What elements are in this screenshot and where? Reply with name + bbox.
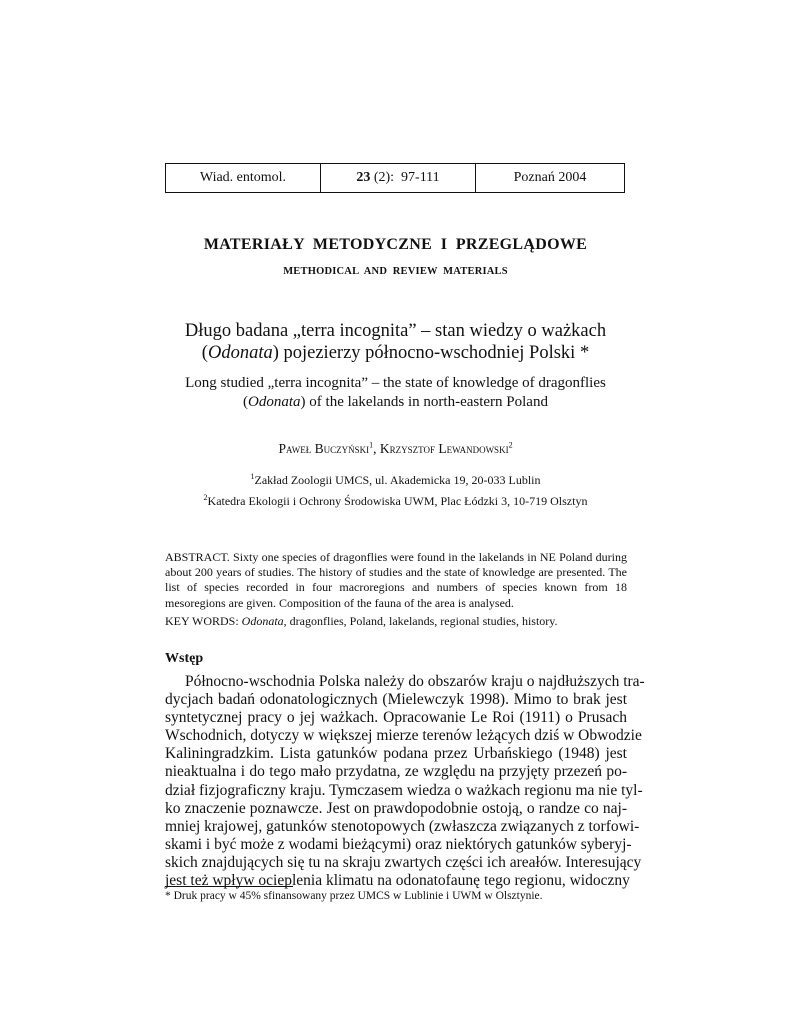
authors: Paweł Buczyński$^1$, Krzysztof Lewandowski$^2$ xyxy=(278,440,513,456)
body-line: jest też wpływ ocieplenia klimatu na odonatofaunę tego regionu, widoczny xyxy=(165,872,630,890)
article-title-english xyxy=(0,374,791,412)
body-line: skich znajdujących się tu na skraju zwartych części ich areałów. Interesujący xyxy=(165,853,642,871)
keywords-label: KEY WORDS: xyxy=(165,614,242,628)
title-pl-line1: Długo badana „terra incognita” – stan wiedzy o ważkach xyxy=(184,321,607,341)
body-line: mniej krajowej, gatunków stenotopowych (zwłaszcza związanych z torfowi- xyxy=(165,817,640,835)
body-line: Północno-wschodnia Polska należy do obszarów kraju o najdłuższych tra- xyxy=(185,673,645,690)
title-en-line2: (Odonata) of the lakelands in north-eastern Poland xyxy=(243,394,548,410)
body-line: syntetycznej pracy o jej ważkach. Opracowanie Le Roi (1911) o Prusach xyxy=(165,709,627,727)
author-2-affil: 2 xyxy=(508,440,513,450)
affiliation-1: $^1$Zakład Zoologii UMCS, ul. Akademicka 19, 20-033 Lublin xyxy=(250,472,541,487)
author-2: Krzysztof Lewandowski xyxy=(379,441,509,456)
section-subtitle: METHODICAL AND REVIEW MATERIALS xyxy=(283,266,508,277)
abstract-text: Sixty one species of dragonflies were found in the lakelands in NE Poland during about 200 years of studies. The history of studies and the state of knowledge are presented. The list of species recorded in four macroregions and numbers of species known from 18 mesoregions are given. Composition of the fauna of the area is analysed. xyxy=(165,550,627,610)
footnote: * Druk pracy w 45% sfinansowany przez UMCS w Lublinie i UWM w Olsztynie. xyxy=(165,890,543,902)
place-year: Poznań 2004 xyxy=(513,170,587,185)
title-pl-line2: (Odonata) pojezierzy północno-wschodniej Polski * xyxy=(201,343,590,363)
issue-pages: (2): 97-111 xyxy=(370,170,440,185)
title-en-line1: Long studied „terra incognita” – the state of knowledge of dragonflies xyxy=(185,375,606,391)
abstract xyxy=(165,550,627,611)
volume-number: 23 xyxy=(356,170,371,185)
journal-name: Wiad. entomol. xyxy=(166,164,321,192)
affiliation-2: $^2$Katedra Ekologii i Ochrony Środowiska UWM, Plac Łódzki 3, 10-719 Olsztyn xyxy=(203,493,588,508)
keywords-taxon: Odonata xyxy=(241,614,284,628)
keywords xyxy=(165,614,627,629)
journal-header-table xyxy=(165,163,625,193)
intro-heading: Wstęp xyxy=(165,651,204,666)
article-title-polish xyxy=(0,320,791,364)
body-line: nieaktualna i do tego mało przydatna, ze względu na przyjęty przezeń po- xyxy=(165,763,627,781)
volume-issue xyxy=(321,164,476,192)
author-1-affil: 1 xyxy=(369,440,374,450)
body-line: Wschodnich, dotyczy w większej mierze terenów leżących dziś w Obwodzie xyxy=(165,727,642,745)
intro-body xyxy=(165,673,645,890)
section-title: MATERIAŁY METODYCZNE I PRZEGLĄDOWE xyxy=(203,236,588,253)
footnote-divider xyxy=(165,886,293,887)
body-line: skami i być może z wodami bieżącymi) oraz niektórych gatunków syberyj- xyxy=(165,835,632,853)
body-line: ko znaczenie poznawcze. Jest on prawdopodobnie ostoją, o randze co naj- xyxy=(165,799,627,817)
keywords-text: , dragonflies, Poland, lakelands, regional studies, history. xyxy=(283,614,558,628)
body-line: dycjach badań odonatologicznych (Mielewczyk 1998). Mimo to brak jest xyxy=(165,691,627,709)
title-pl-taxon: Odonata xyxy=(207,343,273,363)
body-line: dział fizjograficzny kraju. Tymczasem wiedza o ważkach regionu ma nie tyl- xyxy=(165,781,643,799)
body-line: Kaliningradzkim. Lista gatunków podana przez Urbańskiego (1948) jest xyxy=(165,745,627,763)
title-en-taxon: Odonata xyxy=(248,394,301,410)
author-1: Paweł Buczyński xyxy=(278,441,370,456)
abstract-label: ABSTRACT. xyxy=(165,550,230,564)
